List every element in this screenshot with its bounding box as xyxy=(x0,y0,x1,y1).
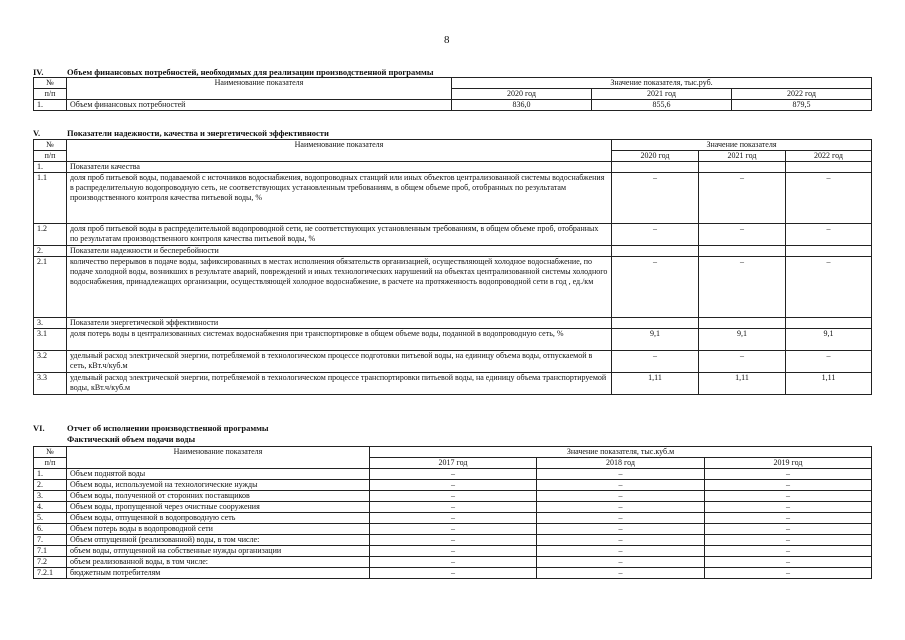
row-value: 1,11 xyxy=(699,373,786,395)
row-name: Объем воды, пропущенной через очистные сооружения xyxy=(67,502,370,513)
s5-header-year: 2020 год xyxy=(612,151,699,162)
row-value: – xyxy=(699,224,786,246)
row-value: – xyxy=(537,469,705,480)
s4-header-year: 2020 год xyxy=(452,89,592,100)
row-value: – xyxy=(699,257,786,318)
table-row xyxy=(34,568,872,579)
row-number: 1. xyxy=(34,162,67,173)
row-name: доля проб питьевой воды в распределительной водопроводной сети, не соответствующих установленным требованиям, в общем объеме проб, отобранных по результатам производственного контроля качества питьевой воды, % xyxy=(67,224,612,246)
row-value: – xyxy=(705,524,872,535)
row-value: – xyxy=(370,546,537,557)
row-number: 3.3 xyxy=(34,373,67,395)
row-value: – xyxy=(537,502,705,513)
row-number: 2. xyxy=(34,480,67,491)
row-number: 2.1 xyxy=(34,257,67,318)
row-value: – xyxy=(705,557,872,568)
row-number: 7.1 xyxy=(34,546,67,557)
row-value: – xyxy=(612,224,699,246)
row-number: 4. xyxy=(34,502,67,513)
row-value: 1,11 xyxy=(612,373,699,395)
row-value: – xyxy=(705,535,872,546)
section-6-number: VI. xyxy=(33,423,45,433)
table-row xyxy=(34,491,872,502)
s6-header-value: Значение показателя, тыс.куб.м xyxy=(370,447,872,458)
row-name: Объем воды, полученной от сторонних поставщиков xyxy=(67,491,370,502)
table-row xyxy=(34,246,872,257)
row-number: 1. xyxy=(34,100,67,111)
table-row xyxy=(34,318,872,329)
table-row xyxy=(34,546,872,557)
row-value xyxy=(612,162,699,173)
row-value xyxy=(699,162,786,173)
row-number: 1. xyxy=(34,469,67,480)
table-row xyxy=(34,173,872,224)
row-value: – xyxy=(705,546,872,557)
section-6-title xyxy=(33,424,269,434)
row-value: – xyxy=(537,480,705,491)
s6-header-year: 2018 год xyxy=(537,458,705,469)
row-value: – xyxy=(537,568,705,579)
table-row xyxy=(34,502,872,513)
row-number: 1.2 xyxy=(34,224,67,246)
row-value: – xyxy=(370,480,537,491)
row-number: 7.2 xyxy=(34,557,67,568)
row-value: – xyxy=(786,173,872,224)
table-row xyxy=(34,351,872,373)
row-name: доля проб питьевой воды, подаваемой с источников водоснабжения, водопроводных станций или иных объектов централизованной системы водоснабжения в распределительную водопроводную сеть, не соответствующих установленным требованиям, в общем объеме проб, отобранных по результатам производственного контроля качества питьевой воды, % xyxy=(67,173,612,224)
s6-header-name: Наименование показателя xyxy=(67,447,370,469)
row-value xyxy=(786,162,872,173)
table-row xyxy=(34,162,872,173)
row-value: – xyxy=(370,524,537,535)
row-name: удельный расход электрической энергии, потребляемой в технологическом процессе транспортировки питьевой воды, на единицу объема транспортируемой воды, кВт.ч/куб.м xyxy=(67,373,612,395)
section-4-number: IV. xyxy=(33,67,44,77)
row-value: – xyxy=(699,173,786,224)
s4-header-year: 2022 год xyxy=(732,89,872,100)
section-4-title-text: Объем финансовых потребностей, необходимых для реализации производственной программы xyxy=(67,67,434,77)
row-name: Объем потерь воды в водопроводной сети xyxy=(67,524,370,535)
row-name: доля потерь воды в централизованных системах водоснабжения при транспортировке в общем объеме воды, поданной в водопроводную сеть, % xyxy=(67,329,612,351)
row-value xyxy=(612,318,699,329)
row-value xyxy=(612,246,699,257)
row-value: – xyxy=(705,568,872,579)
row-value: – xyxy=(612,173,699,224)
row-name: Объем отпущенной (реализованной) воды, в том числе: xyxy=(67,535,370,546)
row-number: 3.1 xyxy=(34,329,67,351)
row-value: – xyxy=(537,557,705,568)
s6-header-pp: п/п xyxy=(34,458,67,469)
section-4-table xyxy=(33,77,872,111)
row-name: объем воды, отпущенной на собственные нужды организации xyxy=(67,546,370,557)
row-value: – xyxy=(786,351,872,373)
row-name: Объем воды, используемой на технологические нужды xyxy=(67,480,370,491)
row-value: – xyxy=(705,491,872,502)
table-row xyxy=(34,224,872,246)
row-value: – xyxy=(537,535,705,546)
row-value: – xyxy=(612,351,699,373)
row-value: – xyxy=(370,469,537,480)
row-name: бюджетным потребителям xyxy=(67,568,370,579)
row-value: – xyxy=(370,513,537,524)
s5-header-year: 2022 год xyxy=(786,151,872,162)
row-value: – xyxy=(537,546,705,557)
table-row xyxy=(34,480,872,491)
row-value: 9,1 xyxy=(786,329,872,351)
table-row xyxy=(34,329,872,351)
row-value: 9,1 xyxy=(699,329,786,351)
s4-header-year: 2021 год xyxy=(592,89,732,100)
section-6-table xyxy=(33,446,872,579)
row-number: 7.2.1 xyxy=(34,568,67,579)
row-value: – xyxy=(537,491,705,502)
table-row xyxy=(34,100,872,111)
row-value: – xyxy=(786,224,872,246)
s5-header-no: № xyxy=(34,140,67,151)
row-name: Объем финансовых потребностей xyxy=(67,100,452,111)
row-number: 7. xyxy=(34,535,67,546)
table-row xyxy=(34,557,872,568)
section-5-title-text: Показатели надежности, качества и энергетической эффективности xyxy=(67,128,329,138)
row-name: количество перерывов в подаче воды, зафиксированных в местах исполнения обязательств организацией, осуществляющей холодное водоснабжение, по подаче холодной воды, возникших в результате аварий, повреждений и иных технологических нарушений на объектах централизованной системы холодного водоснабжения, принадлежащих организации, осуществляющей холодное водоснабжение, в расчете на протяженность водопроводной сети в год , ед./км xyxy=(67,257,612,318)
row-value: – xyxy=(705,480,872,491)
s4-header-name: Наименование показателя xyxy=(67,78,452,100)
s4-header-value: Значение показателя, тыс.руб. xyxy=(452,78,872,89)
row-value: – xyxy=(537,513,705,524)
table-row xyxy=(34,257,872,318)
row-number: 6. xyxy=(34,524,67,535)
row-value: – xyxy=(705,502,872,513)
row-number: 3. xyxy=(34,491,67,502)
row-value: 836,0 xyxy=(452,100,592,111)
s5-header-year: 2021 год xyxy=(699,151,786,162)
s5-header-pp: п/п xyxy=(34,151,67,162)
row-value: – xyxy=(705,513,872,524)
s5-header-value: Значение показателя xyxy=(612,140,872,151)
table-row xyxy=(34,524,872,535)
s6-header-year: 2019 год xyxy=(705,458,872,469)
row-name: Объем поднятой воды xyxy=(67,469,370,480)
row-value xyxy=(699,318,786,329)
row-value xyxy=(699,246,786,257)
section-5-number: V. xyxy=(33,128,41,138)
row-value: – xyxy=(612,257,699,318)
row-name: Объем воды, отпущенной в водопроводную сеть xyxy=(67,513,370,524)
row-name: объем реализованной воды, в том числе: xyxy=(67,557,370,568)
section-6-subtitle: Фактический объем подачи воды xyxy=(67,434,196,444)
page-number: 8 xyxy=(444,34,450,46)
row-value xyxy=(786,318,872,329)
row-value: – xyxy=(370,491,537,502)
table-row xyxy=(34,513,872,524)
row-number: 3.2 xyxy=(34,351,67,373)
s4-header-pp: п/п xyxy=(34,89,67,100)
section-6-title-text: Отчет об исполнении производственной программы xyxy=(67,423,269,433)
row-value: – xyxy=(705,469,872,480)
table-row xyxy=(34,469,872,480)
row-value: – xyxy=(370,535,537,546)
row-value: – xyxy=(370,568,537,579)
row-value: – xyxy=(786,257,872,318)
s5-header-name: Наименование показателя xyxy=(67,140,612,162)
table-row xyxy=(34,535,872,546)
row-number: 5. xyxy=(34,513,67,524)
s6-header-no: № xyxy=(34,447,67,458)
row-value xyxy=(786,246,872,257)
row-value: – xyxy=(699,351,786,373)
row-value: 879,5 xyxy=(732,100,872,111)
row-name: удельный расход электрической энергии, потребляемой в технологическом процессе подготовки питьевой воды, на единицу объема воды, отпускаемой в сеть, кВт.ч/куб.м xyxy=(67,351,612,373)
row-value: – xyxy=(370,502,537,513)
s6-header-year: 2017 год xyxy=(370,458,537,469)
row-number: 2. xyxy=(34,246,67,257)
s4-header-no: № xyxy=(34,78,67,89)
row-value: 9,1 xyxy=(612,329,699,351)
row-value: – xyxy=(537,524,705,535)
section-5-table xyxy=(33,139,872,395)
row-value: 1,11 xyxy=(786,373,872,395)
row-value: 855,6 xyxy=(592,100,732,111)
row-value: – xyxy=(370,557,537,568)
row-name: Показатели надежности и бесперебойности xyxy=(67,246,612,257)
row-number: 3. xyxy=(34,318,67,329)
row-number: 1.1 xyxy=(34,173,67,224)
row-name: Показатели энергетической эффективности xyxy=(67,318,612,329)
table-row xyxy=(34,373,872,395)
row-name: Показатели качества xyxy=(67,162,612,173)
section-5-title xyxy=(33,129,329,139)
